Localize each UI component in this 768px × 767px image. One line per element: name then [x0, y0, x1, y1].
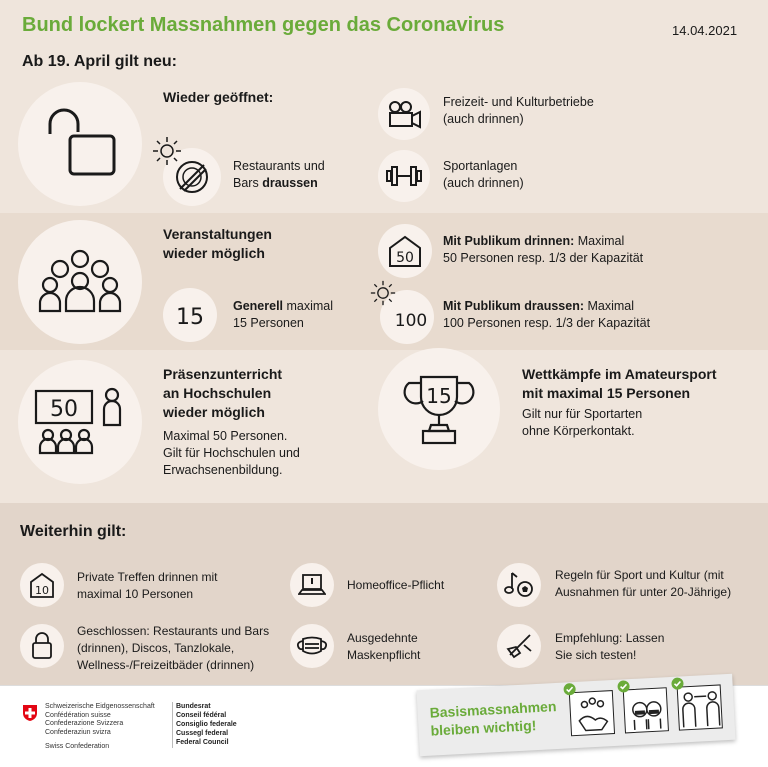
test-swab-icon: [504, 631, 534, 661]
video-camera-icon: [386, 99, 422, 129]
still-item-2-circle: [497, 563, 541, 607]
basic-measures-text: Basismassnahmen bleiben wichtig!: [429, 698, 557, 739]
check-icon-1: [562, 682, 577, 697]
indoor-circle: [378, 224, 432, 278]
audience-circle: [18, 220, 142, 344]
page-date: 14.04.2021: [672, 23, 738, 38]
swiss-confederation-label: Swiss Confederation: [45, 743, 110, 750]
hand-washing-icon: [570, 691, 616, 737]
sports-text: Sportanlagen (auch drinnen): [443, 159, 524, 190]
masked-faces-icon: [624, 688, 670, 734]
indoor-text: Mit Publikum drinnen: Maximal 50 Personen resp. 1/3 der Kapazität: [443, 234, 644, 265]
sun-icon-outdoor: [370, 280, 396, 306]
still-item-2-text: Regeln für Sport und Kultur (mit Ausnahmen für unter 20-Jährige): [555, 568, 732, 599]
federal-council-names: Bundesrat Conseil fédéral Consiglio federale Cussegl federal Federal Council: [176, 703, 237, 746]
padlock-icon: [30, 631, 54, 661]
trophy-circle: [378, 348, 500, 470]
amateur-text: Gilt nur für Sportarten ohne Körperkontakt.: [522, 407, 643, 438]
svg-text:15: 15: [176, 305, 204, 330]
confederation-names: Schweizerische Eidgenossenschaft Confédération suisse Confederazione Svizzera Confederaziun svizra: [45, 703, 155, 736]
svg-text:50: 50: [396, 250, 414, 266]
svg-text:100: 100: [394, 311, 428, 331]
restaurants-text: Restaurants und Bars draussen: [233, 159, 325, 190]
still-item-0-text: Private Treffen drinnen mit maximal 10 Personen: [77, 570, 218, 601]
still-item-4-circle: [290, 624, 334, 668]
house-50-icon: [387, 234, 423, 268]
unlock-circle: [18, 82, 142, 206]
svg-text:15: 15: [426, 384, 452, 408]
section1-heading: Ab 19. April gilt neu:: [22, 53, 177, 70]
still-item-5-text: Empfehlung: Lassen Sie sich testen!: [555, 631, 665, 662]
still-item-0-circle: [20, 563, 64, 607]
hygiene-box: [569, 690, 615, 736]
check-icon-2: [616, 679, 631, 694]
distance-icon: [678, 685, 724, 731]
music-ball-icon: [504, 571, 534, 599]
outdoor-text: Mit Publikum draussen: Maximal 100 Personen resp. 1/3 der Kapazität: [443, 299, 651, 330]
unlocked-padlock-icon: [40, 104, 120, 184]
universities-text: Maximal 50 Personen. Gilt für Hochschulen und Erwachsenenbildung.: [163, 429, 300, 477]
mask-icon: [296, 635, 328, 657]
general-15-circle: [163, 288, 217, 342]
camera-circle: [378, 88, 430, 140]
still-item-1-circle: [290, 563, 334, 607]
classroom-icon: [34, 387, 126, 457]
classroom-circle: [18, 360, 142, 484]
still-item-5-circle: [497, 624, 541, 668]
still-item-3-circle: [20, 624, 64, 668]
still-item-3-text: Geschlossen: Restaurants und Bars (drinnen), Discos, Tanzlokale, Wellness-/Freizeitbäder (drinnen): [77, 624, 270, 672]
reopened-title: Wieder geöffnet:: [163, 89, 274, 105]
section2-heading: Weiterhin gilt:: [20, 523, 127, 540]
number-15-icon: [170, 300, 210, 330]
still-item-1-text: Homeoffice-Pflicht: [347, 578, 445, 592]
swiss-coat-of-arms-icon: [22, 704, 38, 722]
dumbbell-icon: [385, 164, 423, 188]
mask-box: [623, 687, 669, 733]
number-100-icon: [385, 302, 429, 332]
footer-divider: [172, 702, 173, 748]
amateur-title: Wettkämpfe im Amateursport mit maximal 15 Personen: [522, 366, 717, 401]
events-title: Veranstaltungen wieder möglich: [163, 226, 272, 261]
audience-icon: [38, 247, 122, 317]
check-icon-3: [670, 676, 685, 691]
sun-icon: [152, 136, 182, 166]
house-10-icon: [28, 571, 56, 599]
still-item-4-text: Ausgedehnte Maskenpflicht: [347, 631, 421, 662]
distance-box: [677, 684, 723, 730]
leisure-text: Freizeit- und Kulturbetriebe (auch drinnen): [443, 95, 594, 126]
dumbbell-circle: [378, 150, 430, 202]
general-text: Generell maximal 15 Personen: [233, 299, 334, 330]
page-title: Bund lockert Massnahmen gegen das Coronavirus: [22, 14, 505, 36]
laptop-icon: [298, 572, 326, 598]
svg-text:10: 10: [35, 584, 49, 597]
svg-text:50: 50: [50, 397, 78, 422]
universities-title: Präsenzunterricht an Hochschulen wieder möglich: [163, 366, 283, 420]
trophy-icon: [401, 371, 477, 447]
